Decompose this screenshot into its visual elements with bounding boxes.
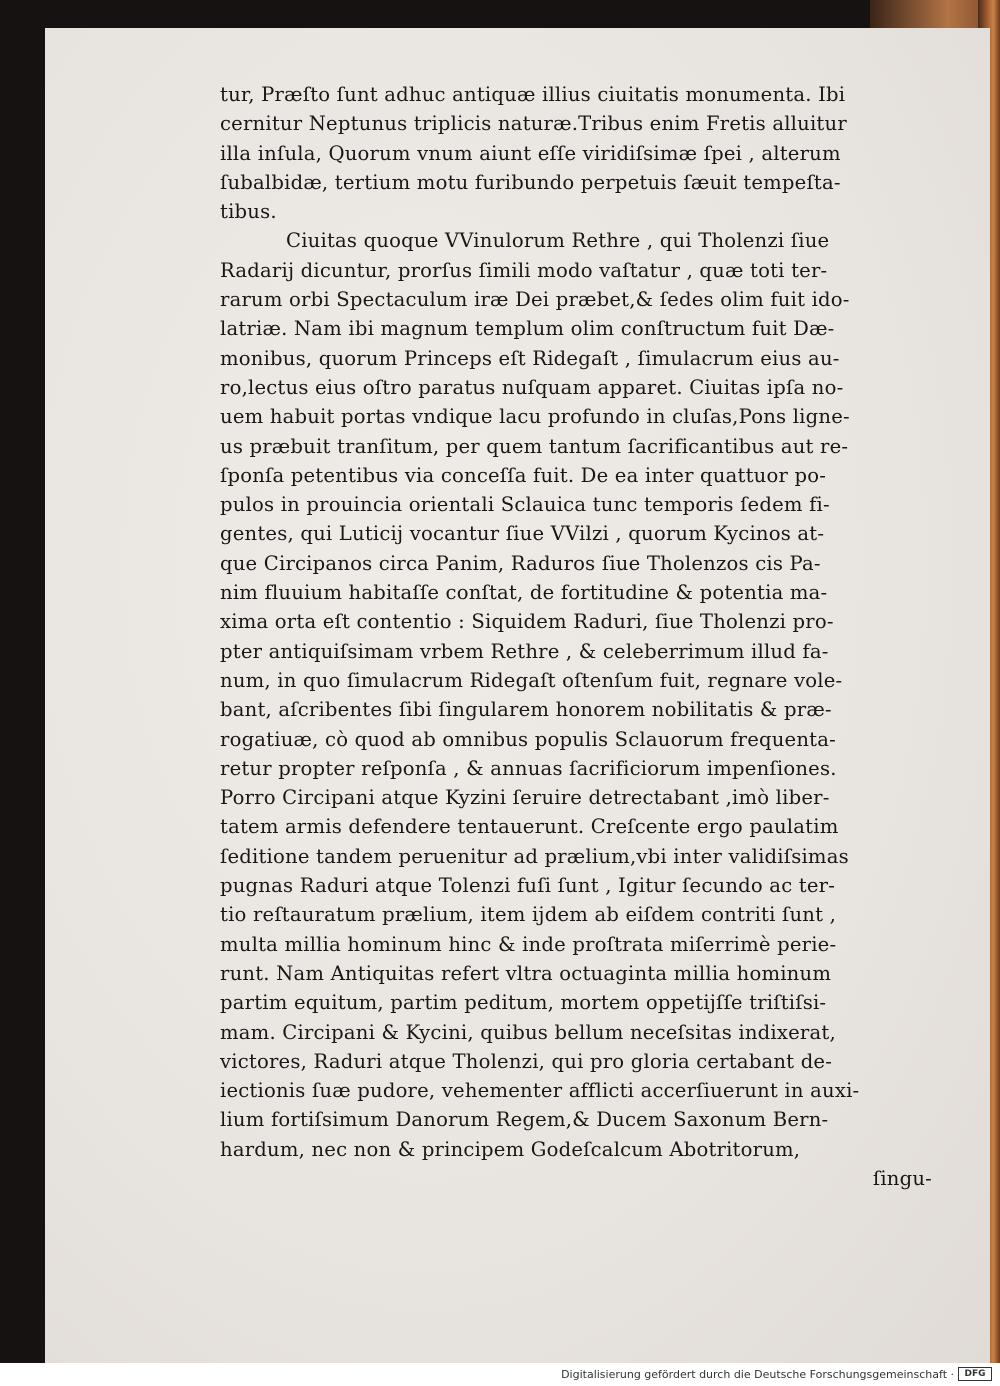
text-line: latriæ. Nam ibi magnum templum olim conſtructum fuit Dæ- [220, 317, 835, 341]
text-line: bant, aſcribentes ſibi ſingularem honorem nobilitatis & præ- [220, 698, 832, 722]
text-line: multa millia hominum hinc & inde proſtrata miſerrimè perie- [220, 932, 837, 956]
text-line: uem habuit portas vndique lacu profundo in cluſas,Pons ligne- [220, 405, 850, 429]
text-line: gentes, qui Luticij vocantur ſiue VVilzi , quorum Kycinos at- [220, 522, 825, 546]
text-line: ſeditione tandem peruenitur ad prælium,vbi inter validiſsimas [220, 844, 849, 868]
funding-credit: Digitalisierung gefördert durch die Deutsche Forschungsgemeinschaft · [561, 1368, 954, 1381]
text-line: ſubalbidæ, tertium motu furibundo perpetuis ſæuit tempeſta- [220, 170, 841, 194]
text-line: lium fortiſsimum Danorum Regem,& Ducem Saxonum Bern- [220, 1108, 829, 1132]
text-line: us præbuit tranſitum, per quem tantum ſacrificantibus aut re- [220, 434, 849, 458]
text-line: pter antiquiſsimam vrbem Rethre , & celeberrimum illud fa- [220, 639, 829, 663]
text-line: ro,lectus eius oſtro paratus nuſquam apparet. Ciuitas ipſa no- [220, 375, 844, 399]
text-line: tio reſtauratum prælium, item ijdem ab eiſdem contriti ſunt , [220, 903, 837, 927]
text-line: partim equitum, partim peditum, mortem oppetijſſe triſtiſsi- [220, 991, 827, 1015]
text-line: pulos in prouincia orientali Sclauica tunc temporis ſedem fi- [220, 493, 830, 517]
text-line: tibus. [220, 200, 277, 224]
text-line: Porro Circipani atque Kyzini ſeruire detrectabant ,imò liber- [220, 786, 830, 810]
paragraph-start-line: Ciuitas quoque VVinulorum Rethre , qui Tholenzi ſiue [286, 229, 830, 253]
text-line: tur, Præſto ſunt adhuc antiquæ illius ciuitatis monumenta. Ibi [220, 83, 846, 106]
text-line: iectionis ſuæ pudore, vehementer afflicti accerſiuerunt in auxi- [220, 1079, 860, 1103]
text-line: pugnas Raduri atque Tolenzi fuſi ſunt , Igitur ſecundo ac ter- [220, 874, 836, 898]
text-line: que Circipanos circa Panim, Raduros ſiue Tholenzos cis Pa- [220, 551, 821, 575]
text-line: monibus, quorum Princeps eſt Ridegaſt , ſimulacrum eius au- [220, 346, 840, 370]
text-line: rarum orbi Spectaculum iræ Dei præbet,& ſedes olim fuit ido- [220, 288, 850, 312]
text-line: nim fluuium habitaſſe conſtat, de fortitudine & potentia ma- [220, 581, 828, 605]
text-line: Radarij dicuntur, prorſus ſimili modo vaſtatur , quæ toti ter- [220, 258, 828, 282]
text-line: hardum, nec non & principem Godeſcalcum Abotritorum, [220, 1137, 801, 1161]
text-line: retur propter reſponſa , & annuas ſacrificiorum impenſiones. [220, 756, 837, 780]
text-line: illa inſula, Quorum vnum aiunt eſſe viridiſsimæ ſpei , alterum [220, 141, 841, 165]
footer-bar [0, 1363, 1000, 1386]
page-text [220, 80, 940, 1193]
text-line: rogatiuæ, cò quod ab omnibus populis Sclauorum frequenta- [220, 727, 836, 751]
text-line: ſponſa petentibus via conceſſa fuit. De ea inter quattuor po- [220, 463, 827, 487]
text-line: cernitur Neptunus triplicis naturæ.Tribus enim Fretis alluitur [220, 112, 847, 136]
text-line: victores, Raduri atque Tholenzi, qui pro gloria certabant de- [220, 1049, 833, 1073]
catchword: ſingu- [872, 1166, 932, 1190]
text-line: tatem armis defendere tentauerunt. Creſcente ergo paulatim [220, 815, 839, 839]
text-line: xima orta eſt contentio : Siquidem Raduri, ſiue Tholenzi pro- [220, 610, 834, 634]
dfg-logo-icon: DFG [958, 1367, 992, 1381]
text-line: runt. Nam Antiquitas refert vltra octuaginta millia hominum [220, 961, 832, 985]
text-line: mam. Circipani & Kycini, quibus bellum neceſsitas indixerat, [220, 1020, 836, 1044]
text-line: num, in quo ſimulacrum Ridegaſt oſtenſum fuit, regnare vole- [220, 668, 843, 692]
